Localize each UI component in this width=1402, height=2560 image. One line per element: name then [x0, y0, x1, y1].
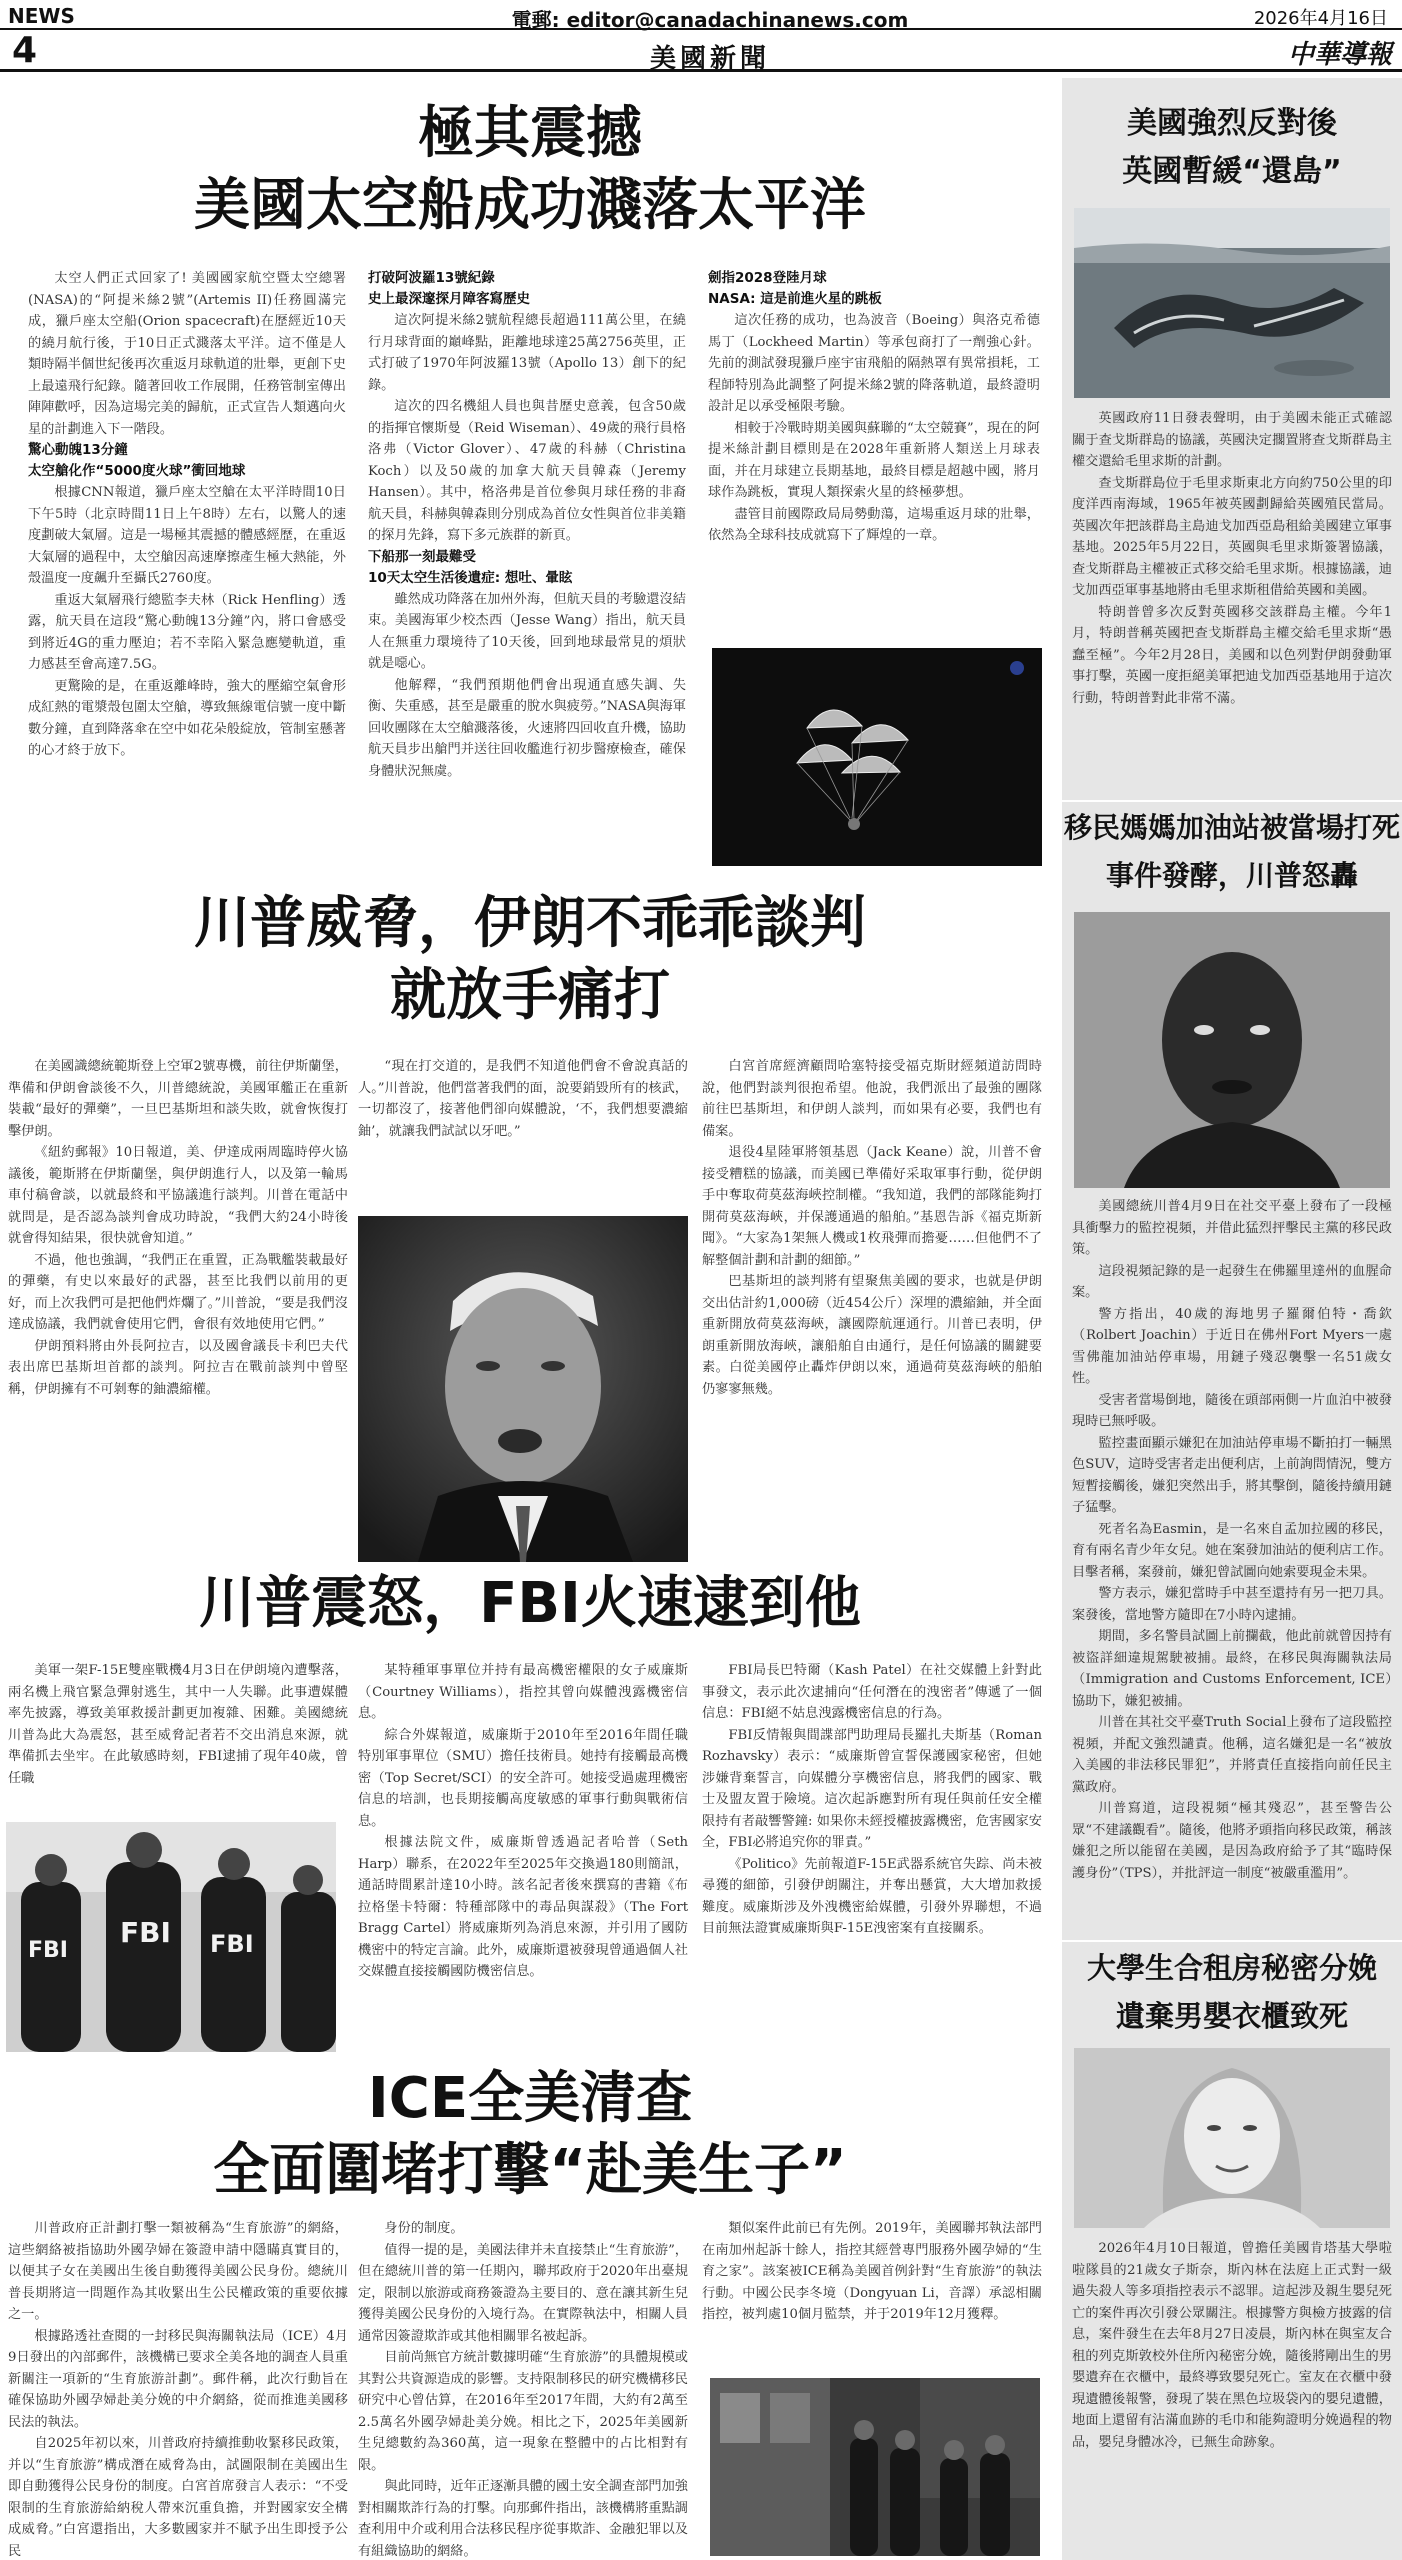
svg-text:FBI: FBI: [120, 1916, 171, 1949]
article1-paragraph: 太空人們正式回家了! 美國國家航空暨太空總署(NASA)的“阿提米絲2號”(Artemis II)任務圓滿完成，獵戶座太空船(Orion spacecraft)在歷經近10天的繞月航行後，于10日正式濺落太平洋。這不僅是人類時隔半個世紀後再次重返月球軌道的壯舉，更創下史上最遠飛行紀錄。隨著回收工作展開，任務管制室傳出陣陣歡呼，因為這場完美的歸航，正式宣告人類邁向火星的計劃進入下一階段。: [28, 271, 346, 437]
sidebar-story1-headline: [1062, 100, 1402, 196]
article1-paragraph: 根據CNN報道，獵戶座太空艙在太平洋時間10日下午5時（北京時間11日上午8時）左右，以驚人的速度劃破大氣層。這是一場極其震撼的體感經歷，在重返大氣層的過程中，太空艙因高速摩擦產生極大熱能，外殼溫度一度飆升至攝氏2760度。: [28, 485, 346, 586]
sidebar-story2-body: [1072, 1196, 1392, 1996]
sidebar-divider: [1062, 1940, 1402, 1942]
article4-paragraph: 身份的制度。: [384, 2221, 464, 2236]
article2-title-line1: 川普威脅，伊朗不乖乖談判: [194, 891, 866, 956]
article4-title-line1: ICE全美清查: [367, 2066, 693, 2131]
article3-col1: [8, 1660, 348, 1810]
article4-paragraph: 類似案件此前已有先例。2019年，美國聯邦執法部門在南加州起訴十餘人，指控其經營專門服務外國孕婦的“生育之家”。該案被ICE稱為美國首例針對“生育旅游”的執法行動。中國公民李冬境（Dongyuan Li，音譯）承認相關指控，被判處10個月監禁，并于2019年12月獲釋。: [702, 2221, 1042, 2322]
sidebar-paragraph: 警方指出，40歲的海地男子羅爾伯特・喬欽（Rolbert Joachin）于近日在佛州Fort Myers一處雪佛龍加油站停車場，用鏈子殘忍襲擊一名51歲女性。: [1072, 1306, 1392, 1386]
sidebar-story3-title-line1: 大學生合租房秘密分娩: [1086, 1951, 1377, 1985]
article1-subhead: 打破阿波羅13號紀錄: [368, 270, 495, 286]
article4-paragraph: 川普政府正計劃打擊一類被稱為“生育旅游”的網絡，這些網絡被指協助外國孕婦在簽證申請中隱瞞真實目的，以便其子女在美國出生後自動獲得美國公民身份。總統川普長期將這一問題作為其收緊出生公民權政策的重要依據之一。: [8, 2221, 348, 2322]
sidebar-story3-body: [1072, 2238, 1392, 2558]
sidebar-story1-title-line1: 美國強烈反對後: [1127, 106, 1337, 141]
masthead-date: 2026年4月16日: [1253, 8, 1388, 29]
article4-title-line2: 全面圍堵打擊“赴美生子”: [213, 2138, 847, 2203]
sidebar-story3-headline: [1062, 1944, 1402, 2040]
parachute-photo: [712, 648, 1042, 866]
sidebar-paragraph: 英國政府11日發表聲明，由于美國未能正式確認關于查戈斯群島的協議，英國決定擱置將查戈斯群島主權交還給毛里求斯的計劃。: [1072, 411, 1392, 469]
article4-paragraph: 與此同時，近年正逐漸具體的國土安全調查部門加強對相關欺詐行為的打擊。向那郵件指出，該機構將重點調查利用中介或利用合法移民程序從事欺詐、金融犯罪以及有組織協助的網絡。: [358, 2479, 688, 2558]
sidebar-paragraph: 川普寫道，這段視頻“極其殘忍”，甚至警告公眾“不建議觀看”。隨後，他將矛頭指向移民政策，稱該嫌犯之所以能留在美國，是因為政府給予了其“臨時保護身份”（TPS），并批評這一制度“被嚴重濫用”。: [1072, 1801, 1392, 1881]
trump-photo: [358, 1216, 688, 1562]
sidebar-paragraph: 受害者當場倒地，隨後在頭部兩側一片血泊中被發現時已無呼吸。: [1072, 1392, 1392, 1429]
student-portrait-photo: [1074, 2048, 1390, 2228]
sidebar-paragraph: 美國總統川普4月9日在社交平臺上發布了一段極具衝擊力的監控視頻，并借此猛烈抨擊民主黨的移民政策。: [1072, 1199, 1392, 1257]
article1-subhead: 太空艙化作“5000度火球”衝回地球: [28, 463, 246, 479]
article4-col1: [8, 2218, 348, 2558]
svg-text:FBI: FBI: [210, 1930, 254, 1958]
article2-title-line2: 就放手痛打: [390, 963, 670, 1028]
article2-paragraph: 伊朗預料將由外長阿拉吉，以及國會議長卡利巴夫代表出席巴基斯坦首都的談判。阿拉吉在戰前談判中曾堅稱，伊朗擁有不可剝奪的鈾濃縮權。: [8, 1338, 348, 1397]
article1-paragraph: 重返大氣層飛行總監李夫林（Rick Henfling）透露，航天員在這段“驚心動魄13分鐘”內，將口會感受到將近4G的重力壓迫；若不幸陷入緊急應變軌道，重力感甚至會高達7.5G。: [28, 592, 346, 672]
islands-photo: [1074, 208, 1390, 398]
article1-subhead: 史上最深邃探月障客寫歷史: [368, 291, 530, 307]
sidebar-paragraph: 2026年4月10日報道，曾擔任美國肯塔基大學啦啦隊員的21歲女子斯奈，斯內林在法庭上正式對一級過失殺人等多項指控表示不認罪。這起涉及親生嬰兒死亡的案件再次引發公眾關注。根據警方與檢方披露的信息，案件發生在去年8月27日凌晨，斯內林在與室友合租的列克斯敦校外住所內秘密分娩，隨後將剛出生的男嬰遺弃在衣櫃中，最終導致嬰兒死亡。室友在衣櫃中發現遺體後報警，發現了裝在黑色垃圾袋內的嬰兒遺體，地面上還留有沾滿血跡的毛巾和能夠證明分娩過程的物品，嬰兒身體冰冷，已無生命跡象。: [1072, 2241, 1392, 2450]
section-title: 美國新聞: [649, 44, 770, 74]
sidebar-paragraph: 川普在其社交平臺Truth Social上發布了這段監控視頻，并配文強烈譴責。他稱，這名嫌犯是一名“被放入美國的非法移民罪犯”，并將責任直接指向前任民主黨政府。: [1072, 1715, 1392, 1795]
article3-paragraph: 根據法院文件，威廉斯曾透過記者哈普（Seth Harp）聯系，在2022年至2025年交換過180則簡訊，通話時間累計達10小時。該名記者後來撰寫的書籍《布拉格堡卡特爾：特種部隊中的毒品與謀殺》（The Fort Bragg Cartel）將威廉斯列為消息來源，并引用了國防機密中的特定言論。此外，威廉斯還被發現曾通過個人社交媒體直接接觸國防機密信息。: [358, 1835, 688, 1979]
article1-paragraph: 他解釋，“我們預期他們會出現通直感失調、失衡、失重感，甚至是嚴重的脫水與疲勞。”NASA與海軍回收團隊在太空艙濺落後，火速將四回收直升機，協助航天員步出艙門并送往回收艦進行初步醫療檢查，確保身體狀況無虞。: [368, 677, 686, 779]
sidebar-story2-title-line1: 移民媽媽加油站被當場打死: [1063, 811, 1400, 844]
article2-headline: [0, 888, 1060, 1032]
article2-paragraph: 白宮首席經濟顧問哈塞特接受福克斯財經頻道訪問時說，他們對談判很抱希望。他說，我們派出了最強的團隊前往巴基斯坦，和伊朗人談判，而如果有必要，我們也有備案。: [702, 1059, 1042, 1139]
article1-paragraph: 盡管目前國際政局局勢動蕩，這場重返月球的壯舉，依然為全球科技成就寫下了輝煌的一章。: [708, 506, 1040, 543]
article4-paragraph: 值得一提的是，美國法律并未直接禁止“生育旅游”，但在總統川普的第一任期內，聯邦政府于2020年出臺規定，限制以旅游或商務簽證為主要目的、意在讓其新生兒獲得美國公民身份的入境行為。在實際執法中，相關人員通常因簽證欺詐或其他相關罪名被起訴。: [358, 2242, 688, 2344]
newspaper-logo: 中華導報: [1287, 40, 1392, 70]
sidebar-paragraph: 監控畫面顯示嫌犯在加油站停車場不斷拍打一輛黑色SUV，這時受害者走出便利店，上前詢問情況，雙方短暫接觸後，嫌犯突然出手，將其擊倒，隨後持續用鏈子猛擊。: [1072, 1435, 1392, 1515]
article1-subhead: 驚心動魄13分鐘: [28, 442, 128, 458]
ice-raid-photo: [710, 2378, 1040, 2556]
sidebar-paragraph: 死者名為Easmin，是一名來自孟加拉國的移民，育有兩名青少年女兒。她在案發加油站的便利店工作。目擊者稱，案發前，嫌犯曾試圖向她索要現金未果。: [1072, 1521, 1392, 1580]
article4-col3: [702, 2218, 1042, 2368]
article2-paragraph: 不過，他也強調，“我們正在重置，正為戰艦裝載最好的彈藥，有史以來最好的武器，甚至比我們以前用的更好，而上次我們可是把他們炸爛了。”川普說，“要是我們沒達成協議，我們就會使用它們，會很有效地使用它們。”: [8, 1252, 348, 1332]
article1-paragraph: 雖然成功降落在加州外海，但航天員的考驗還沒結束。美國海軍少校杰西（Jesse Wang）指出，航天員人在無重力環境待了10天後，回到地球最常見的煩狀就是噁心。: [368, 591, 686, 671]
sidebar-paragraph: 查戈斯群島位于毛里求斯東北方向約750公里的印度洋西南海域，1965年被英國劃歸給英國殖民當局。英國次年把該群島主島迪戈加西亞島租給美國建立軍事基地。2025年5月22日，英國與毛里求斯簽署協議，查戈斯群島主權被正式移交給毛里求斯。根據協議，迪戈加西亞軍事基地將由毛里求斯租借給英國和美國。: [1072, 475, 1392, 598]
sidebar-paragraph: 期間，多名警員試圖上前攔截，他此前就曾因持有被盜詳細違規駕駛被捕。最終，在移民與海關執法局（Immigration and Customs Enforcement, ICE）協助下，嫌犯被捕。: [1072, 1629, 1392, 1709]
article3-paragraph: FBI局長巴特爾（Kash Patel）在社交媒體上針對此事發文，表示此次逮捕向“任何潛在的洩密者”傳遞了一個信息：FBI絕不姑息洩露機密信息的行為。: [702, 1663, 1042, 1721]
article3-paragraph: 某特種軍事單位并持有最高機密權限的女子威廉斯（Courtney Williams），指控其曾向媒體洩露機密信息。: [358, 1663, 688, 1721]
article2-col1: [8, 1056, 348, 1568]
article2-paragraph: “現在打交道的，是我們不知道他們會不會說真話的人。”川普說，他們當著我們的面，說要銷毀所有的核武，一切都沒了，接著他們卻向媒體說，‘不，我們想要濃縮鈾’，就讓我們試試以牙吧。”: [358, 1059, 688, 1139]
article1-col1: [28, 268, 346, 948]
article1-paragraph: 這次的四名機組人員也與昔歷史意義，包含50歲的指揮官懷斯曼（Reid Wiseman）、49歲的飛行員格洛弗（Victor Glover）、47歲的科赫（Christina Koch）以及50歲的加拿大航天員韓森（Jeremy Hansen）。其中，格洛弗是首位參與月球任務的非裔航天員，科赫與韓森則分別成為首位女性與首位非美籍的探月先鋒，寫下多元族群的新頁。: [368, 399, 686, 543]
article1-paragraph: 這次任務的成功，也為波音（Boeing）與洛克希德馬丁（Lockheed Martin）等承包商打了一劑強心針。先前的測試發現獵戶座宇宙飛船的隔熱罩有異常損耗，工程師特別為此調整了阿提米絲2號的降落軌道，最終證明設計足以承受極限考驗。: [708, 313, 1040, 414]
article1-paragraph: 這次阿提米絲2號航程總長超過111萬公里，在繞行月球背面的巔峰點，距離地球達25萬2756英里，正式打破了1970年阿波羅13號（Apollo 13）創下的紀錄。: [368, 313, 686, 393]
sidebar-story2-title-line2: 事件發酵，川普怒轟: [1105, 859, 1358, 892]
article4-paragraph: 自2025年初以來，川普政府持續推動收緊移民政策，并以“生育旅游”構成潛在威脅為由，試圖限制在美國出生即自動獲得公民身份的制度。白宮首席發言人表示：“不受限制的生育旅游給納稅人帶來沉重負擔，并對國家安全構成威脅。”白宮還指出，大多數國家并不賦予出生即授予公民: [8, 2436, 348, 2558]
article2-paragraph: 巴基斯坦的談判將有望聚焦美國的要求，也就是伊朗交出估計約1,000磅（近454公斤）深埋的濃縮鈾，并全面重新開放荷莫茲海峽，讓國際航運通行。川普已表明，伊朗重新開放海峽，讓船舶自由通行，是任何協議的關鍵要素。白從美國停止轟炸伊朗以來，通過荷莫茲海峽的船舶仍寥寥無幾。: [702, 1274, 1042, 1397]
article4-col2: [358, 2218, 688, 2558]
article3-paragraph: 《Politico》先前報道F-15E武器系統官失踪、尚未被尋獲的細節，引發伊朗關注，并奪出懸賞，大大增加救援難度。威廉斯涉及外洩機密給媒體，引發外界聯想，不過目前無法證實威廉斯與F-15E洩密案有直接關系。: [702, 1856, 1042, 1936]
masthead-email: 電郵: editor@canadachinanews.com: [511, 8, 909, 32]
article2-paragraph: 退役4星陸軍將領基恩（Jack Keane）說，川普不會接受糟糕的協議，而美國已準備好采取軍事行動，從伊朗手中奪取荷莫茲海峽控制權。“我知道，我們的部隊能夠打開荷莫茲海峽，并保護通過的船舶。”基恩告訴《福克斯新聞》。“大家為1架無人機或1枚飛彈而擔憂……但他們不了解整個計劃和計劃的細節。”: [702, 1145, 1042, 1268]
article3-headline: [0, 1568, 1060, 1640]
sidebar-paragraph: 這段視頻記錄的是一起發生在佛羅里達州的血腥命案。: [1072, 1263, 1392, 1300]
article1-title-line2: 美國太空船成功濺落太平洋: [194, 173, 866, 238]
article1-col2: [368, 268, 686, 948]
svg-text:FBI: FBI: [28, 1938, 68, 1963]
article2-paragraph: 《紐約郵報》10日報道，美、伊達成兩周臨時停火協議後，範斯將在伊斯蘭堡，與伊朗進行人，以及第一輪馬車付稿會談，以就最終和平協議進行談判。川普在電話中就問是，是否認為談判會成功時說，“我們大約24小時後就會得知結果，很快就會知道。”: [8, 1145, 348, 1246]
sidebar-story1-title-line2: 英國暫緩“還島”: [1122, 154, 1342, 189]
suspect-mugshot-photo: [1074, 912, 1390, 1188]
sidebar-divider: [1062, 800, 1402, 802]
main-content: [0, 78, 1060, 2560]
article1-paragraph: 更驚險的是，在重返離峰時，強大的壓縮空氣會形成紅熱的電漿殼包圍太空艙，導致無線電信號一度中斷數分鐘，直到降落傘在空中如花朵般綻放，管制室懸著的心才終于放下。: [28, 678, 346, 758]
article3-paragraph: 綜合外媒報道，威廉斯于2010年至2016年間任職特別軍事單位（SMU）擔任技術員。她持有接觸最高機密（Top Secret/SCI）的安全許可。她接受過處理機密信息的培訓，也長期接觸高度敏感的軍事行動與戰術信息。: [358, 1727, 688, 1829]
article1-subhead: 劍指2028登陸月球: [708, 270, 827, 286]
article1-subhead: NASA: 這是前進火星的跳板: [708, 291, 882, 307]
masthead: [0, 0, 1402, 72]
sidebar: [1062, 78, 1402, 2560]
article3-paragraph: FBI反情報與間諜部門助理局長羅扎夫斯基（Roman Rozhavsky）表示：“威廉斯曾宣誓保護國家秘密，但她涉嫌背棄誓言，向媒體分享機密信息，將我們的國家、戰士及盟友置于險境。這次起訴應對所有現任與前任安全權限持有者敲響警鐘: 如果你未經授權披露機密，危害國家安全，FBI必將追究你的罪責。”: [702, 1727, 1042, 1850]
article2-col3: [702, 1056, 1042, 1568]
article3-title: 川普震怒，FBI火速逮到他: [199, 1571, 861, 1636]
article1-headline: [0, 98, 1060, 242]
sidebar-story3-title-line2: 遺棄男嬰衣櫃致死: [1115, 1999, 1348, 2033]
sidebar-paragraph: 警方表示，嫌犯當時手中甚至還持有另一把刀具。案發後，當地警方隨即在7小時內逮捕。: [1072, 1586, 1392, 1623]
article3-paragraph: 美軍一架F-15E雙座戰機4月3日在伊朗境內遭擊落，兩名機上飛官緊急彈射逃生，其中一人失聯。此事遭媒體率先披露，導致美軍救援計劃更加複雜、困難。美國總統川普為此大為震怒，甚至威脅記者若不交出消息來源，就準備抓去坐牢。在此敏感時刻，FBI逮捕了現年40歲，曾任職: [8, 1663, 348, 1786]
page-number: 4: [12, 30, 38, 71]
fbi-agents-photo: [6, 1822, 336, 2052]
article3-col3: [702, 1660, 1042, 2060]
article3-col2: [358, 1660, 688, 2060]
sidebar-story2-headline: [1062, 804, 1402, 900]
article1-subhead: 下船那一刻最難受: [368, 548, 476, 565]
masthead-news-label: NEWS: [8, 4, 75, 28]
article1-paragraph: 相較于冷戰時期美國與蘇聯的“太空競賽”，現在的阿提米絲計劃目標則是在2028年重新將人類送上月球表面，并在月球建立長期基地，最終目標是超越中國，將月球作為跳板，實現人類探索火星的終極夢想。: [708, 420, 1040, 500]
article2-col2: [358, 1056, 688, 1186]
article1-subhead: 10天太空生活後遺症: 想吐、暈眩: [368, 569, 573, 586]
article4-paragraph: 目前尚無官方統計數據明確“生育旅游”的具體規模或其對公共資源造成的影響。支持限制移民的研究機構移民研究中心曾估算，在2016年至2017年間，大約有2萬至2.5萬名外國孕婦赴美分娩。相比之下，2025年美國新生兒總數約為360萬，這一現象在整體中的占比相對有限。: [358, 2350, 688, 2473]
article4-paragraph: 根據路透社查閱的一封移民與海關執法局（ICE）4月9日發出的內部郵件，該機構已要求全美各地的調查人員重新關注一項新的“生育旅游計劃”。郵件稱，此次行動旨在確保協助外國孕婦赴美分娩的中介網絡，從而推進美國移民法的執法。: [8, 2328, 348, 2430]
sidebar-paragraph: 特朗普曾多次反對英國移交該群島主權。今年1月，特朗普稱英國把查戈斯群島主權交給毛里求斯“愚蠢至極”。今年2月28日，美國和以色列對伊朗發動軍事打擊，英國一度拒絕美軍把迪戈加西亞基地用于這次行動，特朗普對此非常不滿。: [1072, 604, 1392, 706]
article2-paragraph: 在美國識總統範斯登上空軍2號專機，前往伊斯蘭堡，準備和伊朗會談後不久，川普總統說，美國軍艦正在重新裝載“最好的彈藥”，一旦巴基斯坦和談失敗，就會恢復打擊伊朗。: [8, 1059, 348, 1139]
article4-headline: [0, 2063, 1060, 2207]
article1-title-line1: 極其震撼: [418, 101, 642, 166]
